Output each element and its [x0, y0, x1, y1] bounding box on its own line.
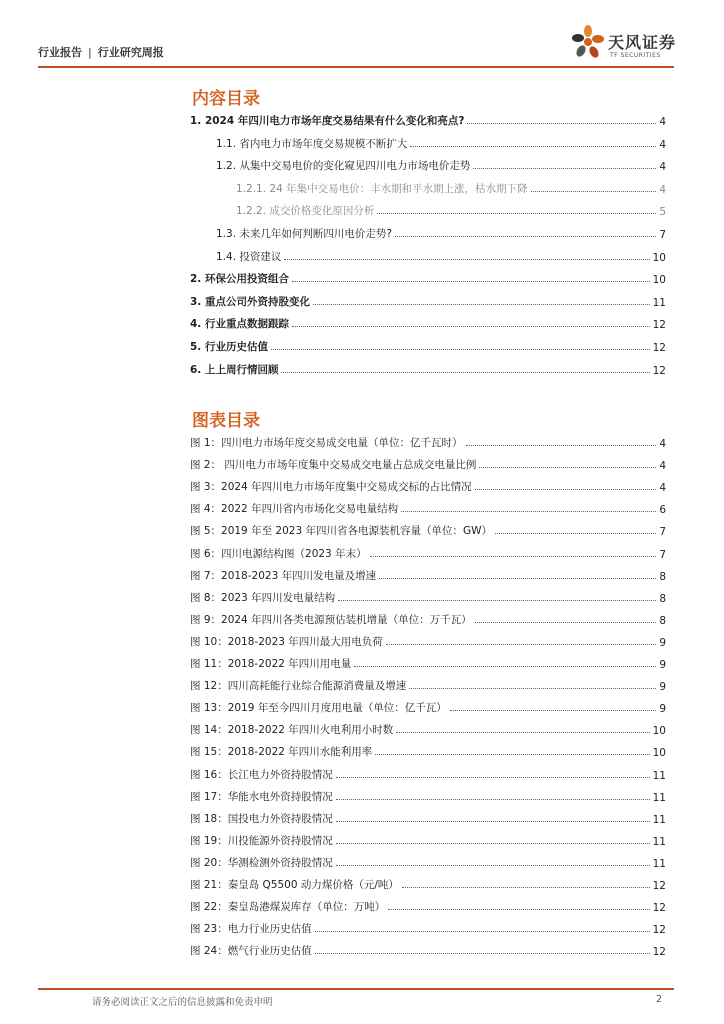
dot-leader — [377, 213, 656, 214]
dot-leader — [336, 865, 650, 866]
company-logo — [570, 22, 680, 64]
dot-leader — [271, 349, 650, 350]
dot-leader — [495, 533, 656, 534]
footer-divider — [38, 988, 674, 990]
figure-entry-label: 图 13：2019 年至今四川月度用电量（单位：亿千瓦） — [190, 702, 447, 715]
dot-leader — [370, 556, 657, 557]
figure-entry-page: 4 — [659, 438, 666, 450]
header-subcategory: 行业研究周报 — [97, 46, 164, 59]
figure-entry-page: 12 — [652, 880, 666, 892]
figure-entry-page: 8 — [659, 570, 666, 583]
logo-name-en: TF SECURITIES — [610, 52, 661, 59]
dot-leader — [467, 123, 656, 124]
dot-leader — [388, 909, 649, 910]
figure-entry-page: 10 — [652, 747, 666, 760]
figure-entry-page: 11 — [652, 835, 666, 848]
toc-entry[interactable] — [190, 291, 666, 309]
toc-entry[interactable] — [216, 133, 666, 151]
toc-entry-page: 4 — [659, 161, 666, 174]
figure-entry[interactable] — [190, 631, 666, 649]
toc-entry-page: 5 — [659, 206, 666, 219]
dot-leader — [401, 511, 656, 512]
figure-entry-label: 图 20：华测检测外资持股情况 — [190, 856, 333, 869]
figure-entry-page: 9 — [659, 681, 666, 694]
figure-entry-label: 图 16：长江电力外资持股情况 — [190, 768, 333, 781]
figure-entry-label: 图 3：2024 年四川电力市场年度集中交易成交标的占比情况 — [190, 481, 472, 494]
page-number: 2 — [655, 994, 662, 1005]
figure-entry[interactable] — [190, 764, 666, 782]
figure-entry-label: 图 17：华能水电外资持股情况 — [190, 790, 333, 803]
toc-entry[interactable] — [236, 178, 666, 196]
figure-entry-label: 图 14：2018-2022 年四川火电利用小时数 — [190, 724, 394, 737]
figure-entry-label: 图 8：2023 年四川发电量结构 — [190, 591, 336, 604]
figure-entry-label: 图 6：四川电源结构图（2023 年末） — [190, 547, 367, 560]
figure-entry-page: 7 — [659, 548, 666, 561]
figure-entry-page: 12 — [652, 946, 666, 959]
toc-entry-label: 3. 重点公司外资持股变化 — [190, 295, 310, 308]
figure-entry-label: 图 15：2018-2022 年四川水能利用率 — [190, 746, 373, 759]
toc-entry[interactable] — [190, 110, 666, 128]
toc-entry-page: 12 — [652, 364, 666, 377]
toc-entry[interactable] — [190, 359, 666, 377]
toc-entry[interactable] — [236, 200, 666, 218]
figure-entry-page: 9 — [659, 636, 666, 649]
toc-entry-page: 10 — [652, 251, 666, 264]
toc-entry[interactable] — [190, 313, 666, 331]
toc-entry-page: 12 — [652, 319, 666, 332]
figure-entry[interactable] — [190, 697, 666, 715]
figure-entry[interactable] — [190, 719, 666, 737]
figure-entry[interactable] — [190, 896, 666, 914]
toc-entry[interactable] — [216, 246, 666, 264]
figure-entry[interactable] — [190, 786, 666, 804]
figure-entry[interactable] — [190, 653, 666, 671]
dot-leader — [336, 821, 650, 822]
flower-logo-icon — [570, 24, 606, 60]
dot-leader — [375, 754, 649, 755]
figure-entry[interactable] — [190, 498, 666, 516]
dot-leader — [379, 578, 656, 579]
figure-entry-label: 图 22：秦皇岛港煤炭库存（单位：万吨） — [190, 901, 386, 914]
dot-leader — [336, 843, 650, 844]
figure-entry[interactable] — [190, 454, 666, 472]
figure-entry[interactable] — [190, 830, 666, 848]
figure-entry[interactable] — [190, 432, 666, 450]
figure-entry-label: 图 7：2018-2023 年四川发电量及增速 — [190, 569, 377, 582]
figure-entry[interactable] — [190, 565, 666, 583]
figure-entry-label: 图 24：燃气行业历史估值 — [190, 945, 312, 958]
toc-entry-label: 1. 2024 年四川电力市场年度交易结果有什么变化和亮点? — [190, 115, 465, 127]
figure-entry-page: 11 — [652, 769, 666, 782]
figure-entry-page: 4 — [659, 460, 666, 473]
toc-entry-label: 1.2. 从集中交易电价的变化窥见四川电力市场电价走势 — [216, 160, 471, 173]
figure-entry-page: 7 — [659, 526, 666, 539]
toc-entry-page: 7 — [659, 229, 666, 241]
toc-entry-page: 11 — [652, 296, 666, 309]
figure-entry[interactable] — [190, 520, 666, 538]
dot-leader — [475, 622, 657, 623]
figures-title: 图表目录 — [192, 411, 260, 431]
dot-leader — [281, 372, 649, 373]
toc-entry-page: 12 — [652, 342, 666, 354]
toc-entry-label: 1.4. 投资建议 — [216, 250, 282, 263]
figure-entry-page: 11 — [652, 857, 666, 870]
dot-leader — [395, 236, 656, 237]
figure-entry-page: 12 — [652, 924, 666, 937]
dot-leader — [313, 304, 650, 305]
toc-entry-page: 4 — [659, 183, 666, 196]
figure-entry[interactable] — [190, 543, 666, 561]
figure-entry-page: 9 — [659, 659, 666, 671]
figure-entry-label: 图 11：2018-2022 年四川用电量 — [190, 658, 352, 670]
figure-entry-label: 图 21：秦皇岛 Q5500 动力煤价格（元/吨） — [190, 879, 399, 891]
figure-entry[interactable] — [190, 609, 666, 627]
dot-leader — [354, 666, 656, 667]
dot-leader — [292, 281, 650, 282]
figure-entry[interactable] — [190, 675, 666, 693]
toc-entry[interactable] — [216, 223, 666, 241]
dot-leader — [475, 489, 657, 490]
figure-entry[interactable] — [190, 476, 666, 494]
figure-entry-page: 9 — [659, 703, 666, 716]
figure-entry-label: 图 4：2022 年四川省内市场化交易电量结构 — [190, 503, 399, 516]
header-category: 行业报告 — [38, 46, 82, 59]
figure-entry[interactable] — [190, 852, 666, 870]
figure-entry-page: 11 — [652, 791, 666, 804]
dot-leader — [336, 777, 650, 778]
figure-entry-page: 12 — [652, 902, 666, 915]
dot-leader — [409, 688, 656, 689]
dot-leader — [338, 600, 656, 601]
dot-leader — [531, 191, 657, 192]
toc-entry[interactable] — [190, 336, 666, 354]
toc-entry-label: 5. 行业历史估值 — [190, 341, 268, 353]
dot-leader — [292, 326, 650, 327]
toc-entry-label: 1.2.2. 成交价格变化原因分析 — [236, 205, 375, 218]
toc-entry[interactable] — [190, 268, 666, 286]
figure-entry-label: 图 18：国投电力外资持股情况 — [190, 812, 333, 825]
footer-disclaimer: 请务必阅读正文之后的信息披露和免责申明 — [92, 997, 273, 1008]
dot-leader — [336, 799, 650, 800]
figure-entry[interactable] — [190, 918, 666, 936]
figure-entry-page: 6 — [659, 504, 666, 517]
figure-entry-label: 图 23：电力行业历史估值 — [190, 923, 312, 936]
figure-entry-label: 图 1：四川电力市场年度交易成交电量（单位：亿千瓦时） — [190, 437, 463, 449]
dot-leader — [315, 931, 650, 932]
toc-entry-label: 1.3. 未来几年如何判断四川电价走势? — [216, 228, 392, 240]
figure-entry[interactable] — [190, 808, 666, 826]
figure-entry-page: 10 — [652, 725, 666, 738]
toc-entry-label: 6. 上上周行情回顾 — [190, 363, 279, 376]
header-separator: | — [88, 46, 92, 59]
figure-entry[interactable] — [190, 587, 666, 605]
figure-entry-page: 11 — [652, 813, 666, 826]
toc-entry-page: 10 — [652, 274, 666, 287]
figure-entry-page: 8 — [659, 592, 666, 605]
dot-leader — [410, 146, 656, 147]
report-header — [38, 44, 164, 60]
figure-entry-label: 图 12：四川高耗能行业综合能源消费量及增速 — [190, 680, 407, 693]
dot-leader — [466, 445, 657, 446]
toc-entry-page: 4 — [659, 116, 666, 128]
figure-entry[interactable] — [190, 940, 666, 958]
header-divider — [38, 66, 674, 68]
figure-entry[interactable] — [190, 874, 666, 892]
toc-entry-label: 2. 环保公用投资组合 — [190, 273, 289, 286]
dot-leader — [473, 168, 656, 169]
dot-leader — [386, 644, 657, 645]
figure-entry-label: 图 9：2024 年四川各类电源预估装机增量（单位：万千瓦） — [190, 613, 472, 626]
toc-entry-label: 1.2.1. 24 年集中交易电价：丰水期和平水期上涨，枯水期下降 — [236, 182, 528, 195]
dot-leader — [284, 259, 649, 260]
figure-entry-label: 图 5：2019 年至 2023 年四川省各电源装机容量（单位：GW） — [190, 525, 492, 538]
toc-entry[interactable] — [216, 155, 666, 173]
dot-leader — [450, 710, 657, 711]
figure-entry-page: 8 — [659, 614, 666, 627]
toc-entry-label: 1.1. 省内电力市场年度交易规模不断扩大 — [216, 137, 408, 150]
dot-leader — [396, 732, 649, 733]
figure-entry-label: 图 2： 四川电力市场年度集中交易成交电量占总成交电量比例 — [190, 459, 477, 472]
toc-entry-page: 4 — [659, 138, 666, 151]
figure-entry-label: 图 19：川投能源外资持股情况 — [190, 834, 333, 847]
dot-leader — [479, 467, 656, 468]
figure-entry[interactable] — [190, 741, 666, 759]
toc-entry-label: 4. 行业重点数据跟踪 — [190, 318, 289, 331]
dot-leader — [402, 887, 650, 888]
figure-entry-page: 4 — [659, 482, 666, 495]
dot-leader — [315, 953, 650, 954]
logo-name-cn: 天风证券 — [608, 33, 677, 52]
contents-title: 内容目录 — [192, 89, 260, 109]
figure-entry-label: 图 10：2018-2023 年四川最大用电负荷 — [190, 635, 383, 648]
